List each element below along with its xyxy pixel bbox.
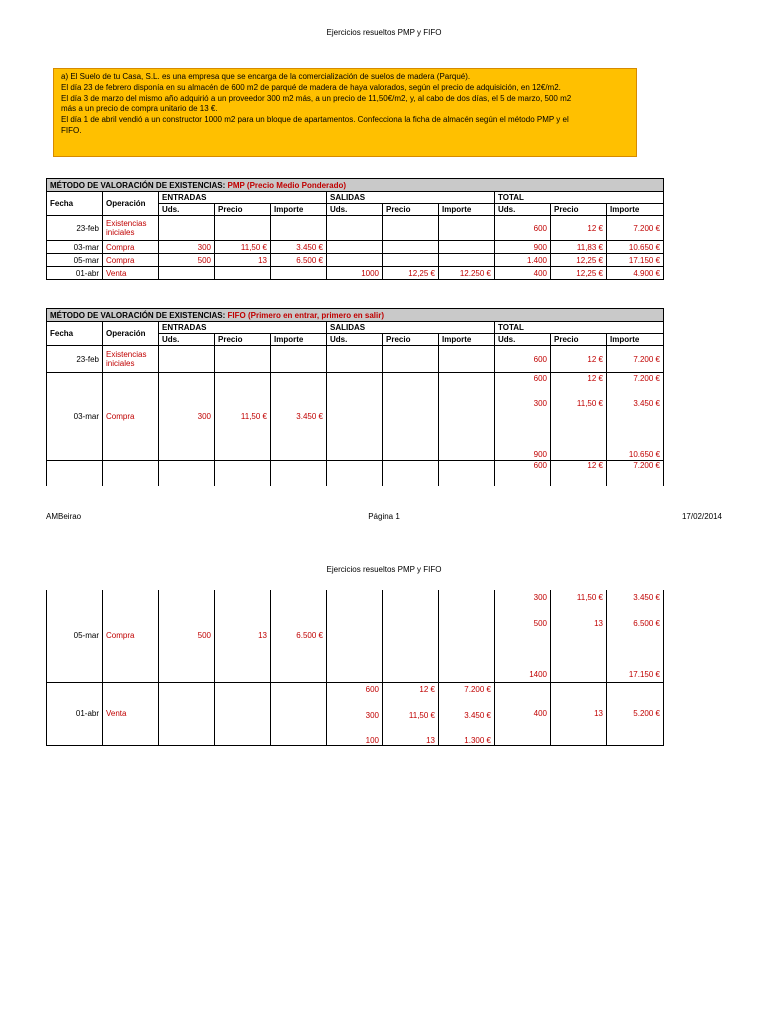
total-importe: 4.900 € [607,267,664,280]
entrada-importe: 3.450 € [271,241,327,254]
total-importe: 10.650 € [607,241,664,254]
total-importe: 7.200 € [607,461,664,486]
entrada-precio: 11,50 € [215,373,271,461]
col-precio: Precio [551,334,607,346]
entrada-importe: 3.450 € [271,373,327,461]
total-importe: 17.150 € [628,670,660,679]
row-fecha: 01-abr [47,682,103,745]
total-precio-cell [551,373,607,461]
col-operacion: Operación [103,322,159,346]
row-operacion: Compra [103,373,159,461]
entrada-uds: 500 [159,590,215,682]
table-row [47,267,664,280]
col-total: TOTAL [495,322,664,334]
entrada-importe: 6.500 € [271,254,327,267]
row-fecha: 05-mar [47,254,103,267]
method-name: PMP (Precio Medio Ponderado) [227,180,347,190]
col-importe: Importe [271,204,327,216]
entrada-precio: 13 [215,590,271,682]
salida-uds: 600 [365,684,379,694]
total-uds: 900 [533,450,547,459]
salida-importe: 7.200 € [464,684,491,694]
col-importe: Importe [607,204,664,216]
total-uds: 500 [533,619,547,628]
method-name: FIFO (Primero en entrar, primero en salir) [227,310,385,320]
statement-line: más a un precio de compra unitario de 13 €. [61,104,218,114]
salida-precio: 11,50 € [408,710,435,720]
col-importe: Importe [271,334,327,346]
total-precio: 11,50 € [576,399,603,408]
col-entradas: ENTRADAS [159,192,327,204]
col-precio: Precio [551,204,607,216]
page-title: Ejercicios resueltos PMP y FIFO [326,28,442,37]
col-uds: Uds. [495,334,551,346]
statement-line: FIFO. [61,125,82,135]
entrada-uds: 300 [159,373,215,461]
col-importe: Importe [439,334,495,346]
total-precio: 12,25 € [551,254,607,267]
table-row [47,254,664,267]
col-uds: Uds. [327,204,383,216]
table-row [47,373,664,461]
total-uds: 300 [533,399,547,408]
col-salidas: SALIDAS [327,192,495,204]
table-row [47,216,664,241]
total-precio: 12 € [551,346,607,373]
statement-line: El día 3 de marzo del mismo año adquirió a un proveedor 300 m2 más, a un precio de 11,50€/m2, y, al cabo de dos días, el 5 de marzo, 500 m2 [61,93,572,103]
total-uds: 1400 [529,670,547,679]
pmp-method-header [47,179,664,192]
row-fecha: 03-mar [47,373,103,461]
footer-author: AMBeirao [46,512,82,521]
total-precio: 13 [551,682,607,745]
salida-precio: 12,25 € [383,267,439,280]
total-importe: 7.200 € [633,374,661,383]
total-precio: 12 € [551,461,607,486]
salida-uds: 1000 [327,267,383,280]
total-importe-cell [607,590,664,682]
col-precio: Precio [383,204,439,216]
salida-uds-cell [327,682,383,745]
total-importe: 17.150 € [607,254,664,267]
statement-line: El día 1 de abril vendió a un constructor 1000 m2 para un bloque de apartamentos. Confecciona la ficha de almacén según el método PMP y el [61,115,569,125]
table-row [47,682,664,745]
method-label: MÉTODO DE VALORACIÓN DE EXISTENCIAS: [50,310,226,320]
total-uds-cell [495,373,551,461]
salida-importe: 12.250 € [439,267,495,280]
footer-date: 17/02/2014 [681,512,722,521]
total-uds: 600 [495,346,551,373]
total-importe: 3.450 € [633,399,661,408]
salida-precio: 13 [426,735,435,745]
row-operacion: Compra [103,590,159,682]
total-importe: 7.200 € [607,216,664,241]
col-importe: Importe [607,334,664,346]
footer-page: Página 1 [368,512,400,521]
salida-importe-cell [439,682,495,745]
total-importe: 7.200 € [607,346,664,373]
total-importe: 10.650 € [628,450,661,459]
col-uds: Uds. [159,334,215,346]
salida-importe: 1.300 € [464,735,491,745]
table-row [47,346,664,373]
col-total: TOTAL [495,192,664,204]
row-fecha: 23-feb [47,216,103,241]
total-uds: 600 [495,461,551,486]
total-importe-cell [607,373,664,461]
total-uds: 400 [495,267,551,280]
total-precio: 11,83 € [551,241,607,254]
statement-line: a) El Suelo de tu Casa, S.L. es una empresa que se encarga de la comercialización de suelos de madera (Parqué). [61,72,471,81]
row-fecha: 03-mar [47,241,103,254]
row-operacion: Compra [103,241,159,254]
col-uds: Uds. [159,204,215,216]
salida-uds: 100 [365,735,379,745]
pmp-table [46,178,664,280]
entrada-precio: 11,50 € [215,241,271,254]
col-precio: Precio [215,204,271,216]
total-uds: 400 [495,682,551,745]
total-importe: 6.500 € [633,619,660,628]
col-uds: Uds. [327,334,383,346]
total-uds: 1.400 [495,254,551,267]
salida-precio: 12 € [419,684,435,694]
row-operacion: Venta [103,682,159,745]
total-uds: 600 [495,216,551,241]
row-operacion: Existencias iniciales [103,346,159,373]
fifo-table [46,308,664,486]
total-uds: 900 [495,241,551,254]
salida-importe: 3.450 € [464,710,491,720]
problem-statement [53,68,637,157]
row-fecha: 05-mar [47,590,103,682]
entrada-uds: 500 [159,254,215,267]
total-importe: 5.200 € [607,682,664,745]
total-uds-cell [495,590,551,682]
col-operacion: Operación [103,192,159,216]
total-precio-cell [551,590,607,682]
total-uds: 600 [533,374,547,383]
fifo-continuation-table [46,590,664,746]
total-precio: 12,25 € [551,267,607,280]
total-importe: 3.450 € [633,593,660,602]
col-fecha: Fecha [47,192,103,216]
entrada-importe: 6.500 € [271,590,327,682]
salida-precio-cell [383,682,439,745]
col-precio: Precio [383,334,439,346]
row-operacion: Existencias iniciales [103,216,159,241]
table-row [47,461,664,486]
page-title: Ejercicios resueltos PMP y FIFO [326,565,442,574]
statement-line: El día 23 de febrero disponía en su almacén de 600 m2 de parqué de madera de haya valorados, según el precio de adquisición, en 12€/m2. [61,82,561,92]
total-precio: 12 € [551,216,607,241]
method-label: MÉTODO DE VALORACIÓN DE EXISTENCIAS: [50,180,226,190]
col-uds: Uds. [495,204,551,216]
table-row [47,590,664,682]
col-entradas: ENTRADAS [159,322,327,334]
table-row [47,241,664,254]
row-fecha: 01-abr [47,267,103,280]
total-uds: 300 [533,593,547,602]
col-importe: Importe [439,204,495,216]
total-precio: 11,50 € [576,593,603,602]
fifo-method-header [47,309,664,322]
col-salidas: SALIDAS [327,322,495,334]
entrada-uds: 300 [159,241,215,254]
total-precio: 12 € [587,374,603,383]
entrada-precio: 13 [215,254,271,267]
row-operacion: Compra [103,254,159,267]
total-precio: 13 [594,619,603,628]
col-precio: Precio [215,334,271,346]
col-fecha: Fecha [47,322,103,346]
row-operacion: Venta [103,267,159,280]
salida-uds: 300 [365,710,379,720]
row-fecha: 23-feb [47,346,103,373]
